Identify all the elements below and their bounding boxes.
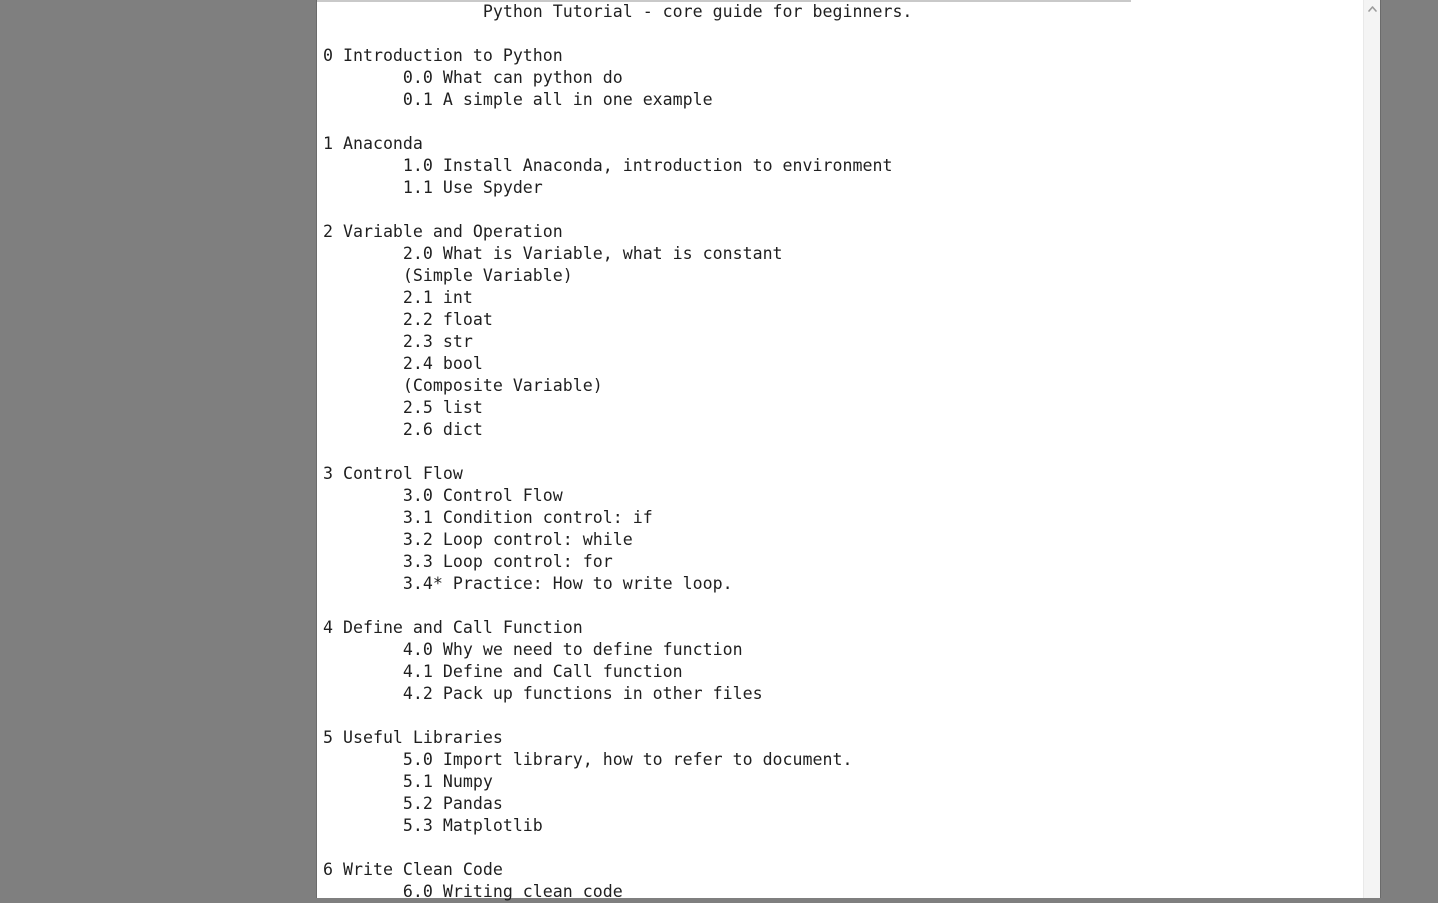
toc-item: 5.3 Matplotlib — [402, 816, 543, 835]
toc-section-heading: 6 Write Clean Code — [323, 860, 503, 879]
toc-item: 1.1 Use Spyder — [402, 178, 543, 197]
toc-item: 0.1 A simple all in one example — [402, 90, 713, 109]
chevron-up-icon — [1368, 6, 1377, 12]
toc-section-heading: 0 Introduction to Python — [323, 46, 563, 65]
blank-line — [317, 199, 1363, 221]
toc-item: 2.3 str — [402, 332, 473, 351]
toc-item: 2.4 bool — [402, 354, 483, 373]
blank-line — [317, 23, 1363, 45]
toc-item: 2.5 list — [402, 398, 483, 417]
toc-item: 5.0 Import library, how to refer to document. — [402, 750, 853, 769]
toc-item: 4.1 Define and Call function — [402, 662, 683, 681]
scrollbar[interactable] — [1363, 0, 1380, 898]
toc-section-heading: 3 Control Flow — [323, 464, 463, 483]
blank-line — [317, 595, 1363, 617]
toc-item: 2.0 What is Variable, what is constant — [402, 244, 783, 263]
toc-item: 1.0 Install Anaconda, introduction to environment — [402, 156, 893, 175]
toc-section-heading: 5 Useful Libraries — [323, 728, 503, 747]
blank-line — [317, 441, 1363, 463]
toc-item: 4.2 Pack up functions in other files — [402, 684, 763, 703]
toc-item: 5.2 Pandas — [402, 794, 503, 813]
document-text — [317, 1, 1363, 903]
toc-item: 2.1 int — [402, 288, 473, 307]
toc-item: 6.0 Writing clean code — [402, 882, 623, 901]
toc-item: 2.2 float — [402, 310, 493, 329]
text-document-viewport — [316, 0, 1381, 901]
scroll-up-button[interactable] — [1364, 0, 1380, 17]
blank-line — [317, 705, 1363, 727]
toc-item: 2.6 dict — [402, 420, 483, 439]
blank-line — [317, 111, 1363, 133]
toc-item: 3.1 Condition control: if — [402, 508, 653, 527]
toc-item: (Composite Variable) — [402, 376, 603, 395]
doc-title-line: Python Tutorial - core guide for beginners. — [482, 2, 913, 21]
toc-item: 0.0 What can python do — [402, 68, 623, 87]
toc-item: 3.0 Control Flow — [402, 486, 563, 505]
toc-item: 5.1 Numpy — [402, 772, 493, 791]
toc-item: 3.2 Loop control: while — [402, 530, 633, 549]
toc-item: (Simple Variable) — [402, 266, 573, 285]
toc-item: 4.0 Why we need to define function — [402, 640, 743, 659]
toc-section-heading: 4 Define and Call Function — [323, 618, 583, 637]
toc-item: 3.4* Practice: How to write loop. — [402, 574, 733, 593]
toc-section-heading: 1 Anaconda — [323, 134, 423, 153]
blank-line — [317, 837, 1363, 859]
toc-section-heading: 2 Variable and Operation — [323, 222, 563, 241]
toc-item: 3.3 Loop control: for — [402, 552, 613, 571]
